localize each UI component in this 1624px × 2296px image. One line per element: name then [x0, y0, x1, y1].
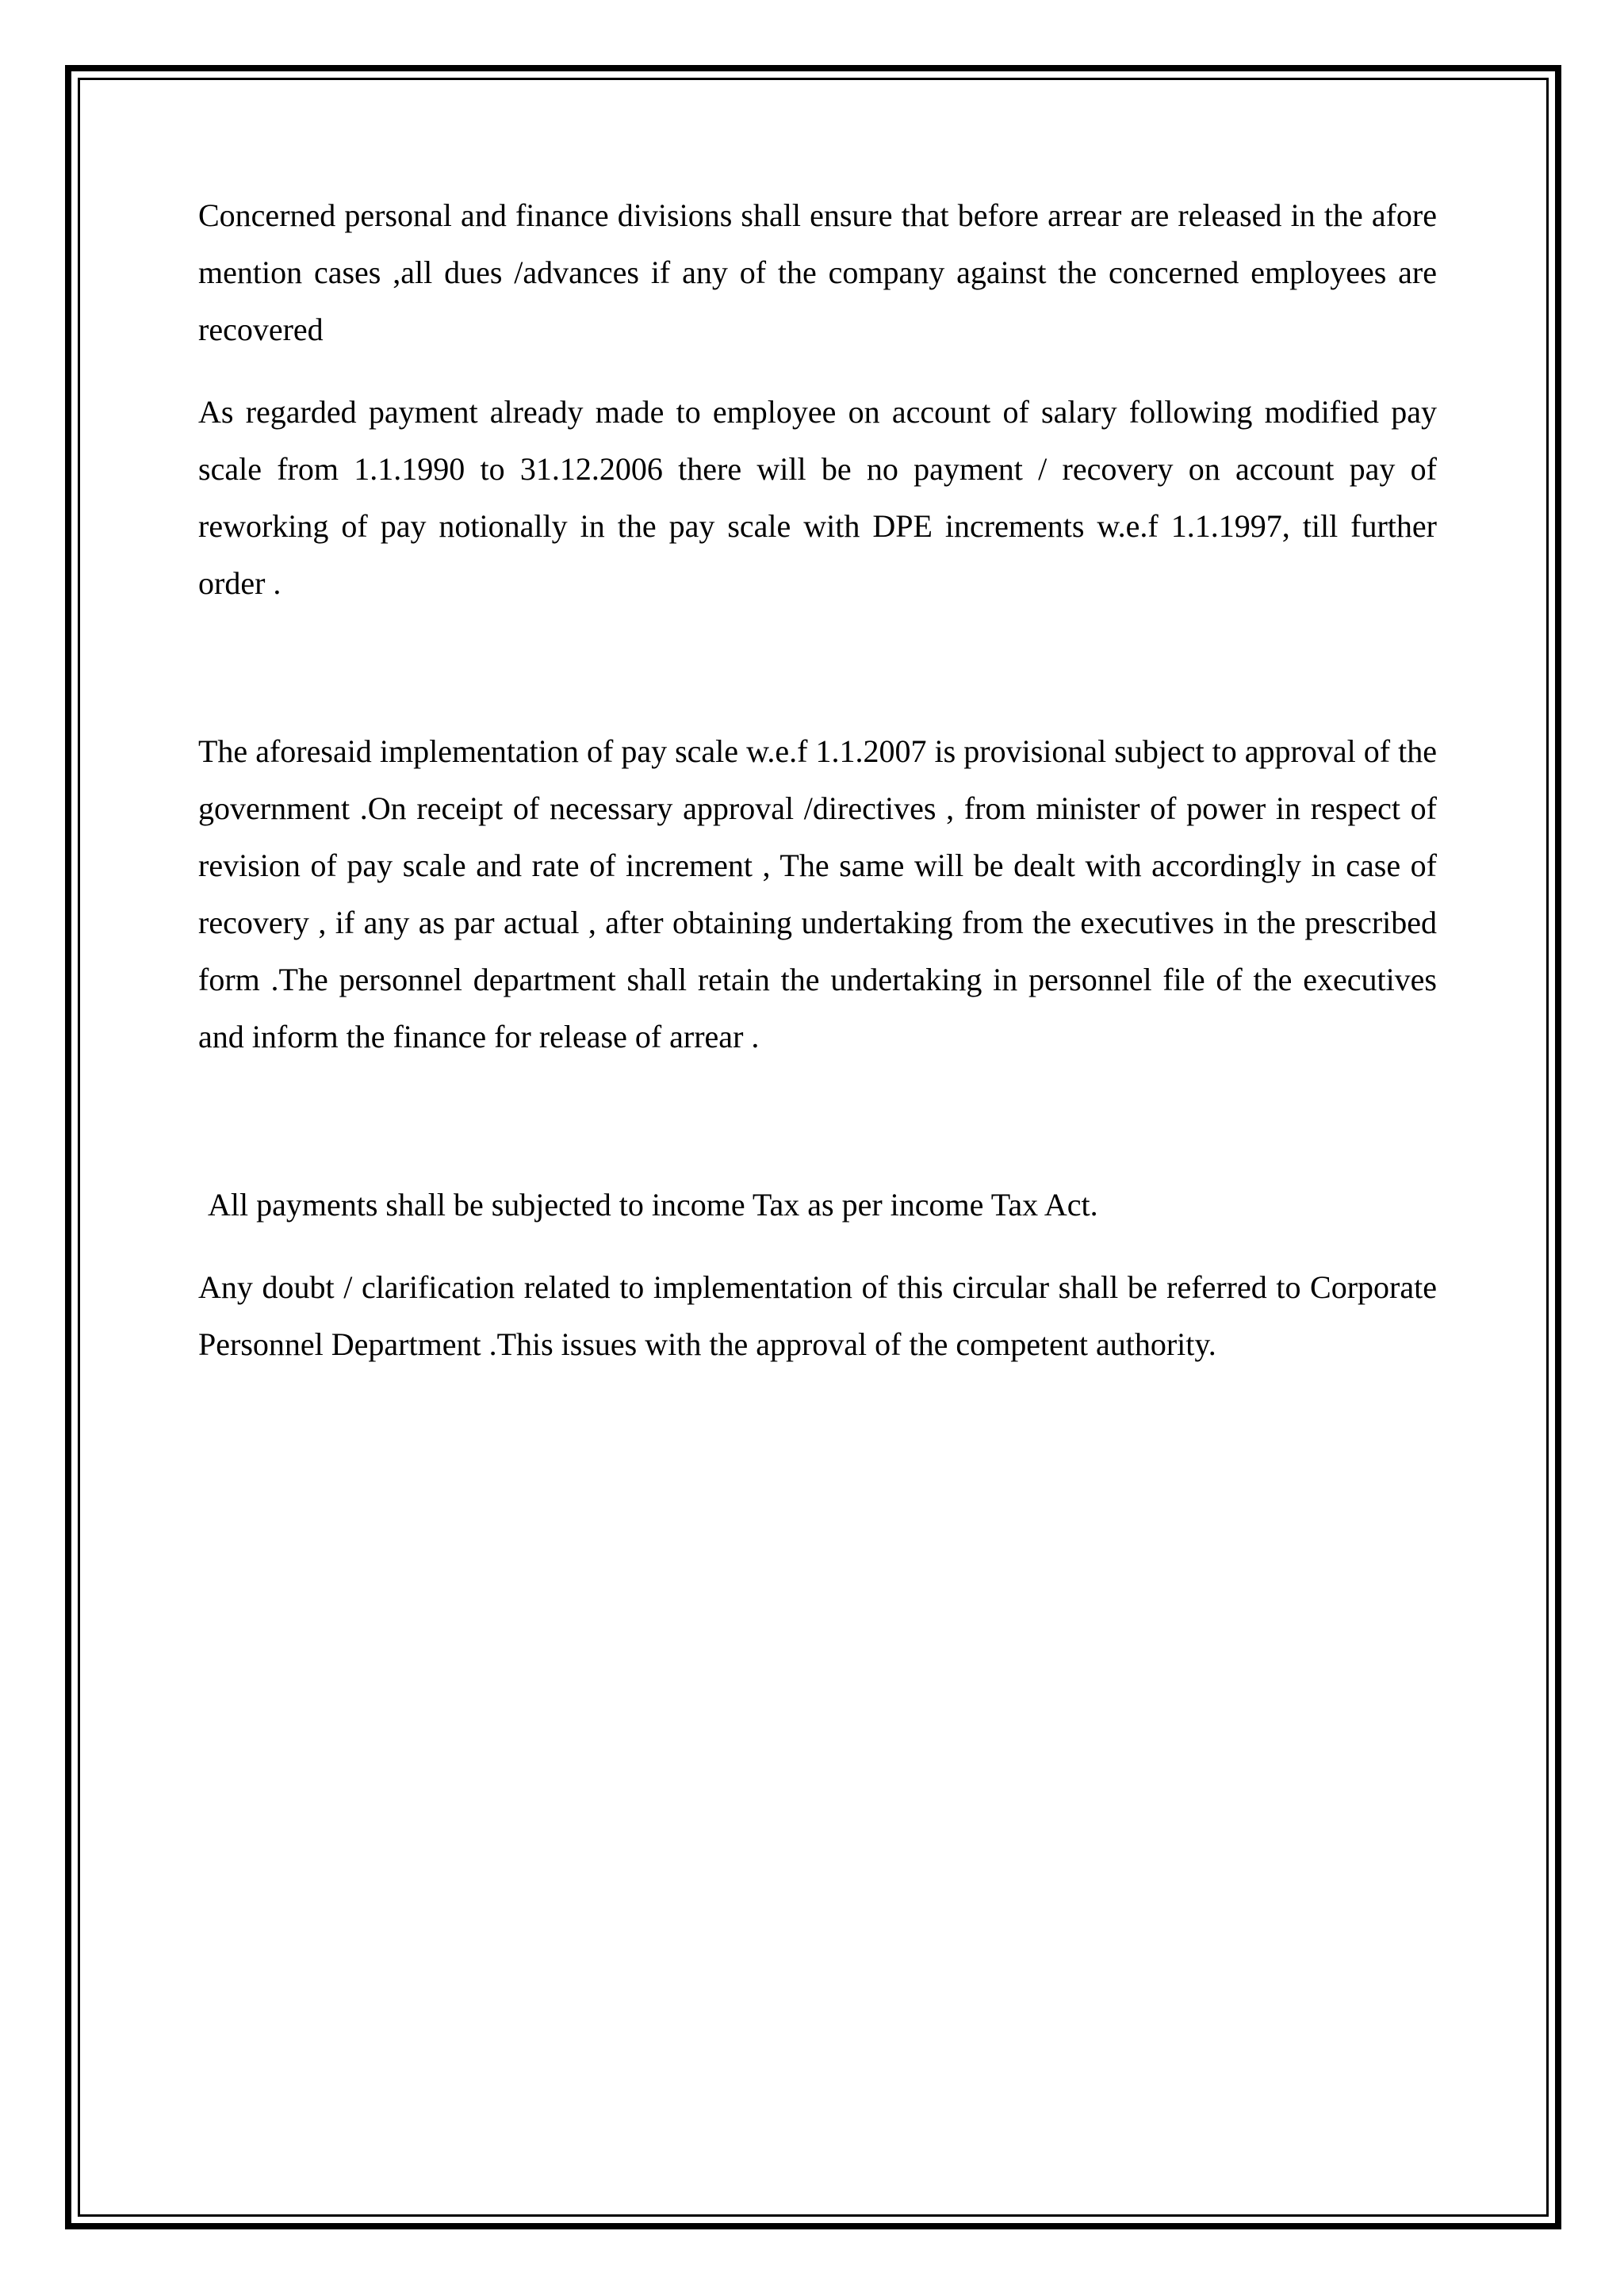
paragraph-provisional-implementation: The aforesaid implementation of pay scale w.e.f 1.1.2007 is provisional subject to approval of the government .On receipt of necessary approval /directives , from minister of power in respect of revision of pay scale and rate of increment , The same will be dealt with accordingly in case of recovery , if any as par actual , after obtaining undertaking from the executives in the prescribed form .The personnel department shall retain the undertaking in personnel file of the executives and inform the finance for release of arrear .: [198, 733, 1437, 1054]
paragraph-payment-already-made: As regarded payment already made to employee on account of salary following modified pay scale from 1.1.1990 to 31.12.2006 there will be no payment / recovery on account pay of reworking of pay notionally in the pay scale with DPE increments w.e.f 1.1.1997, till further order .: [198, 394, 1437, 601]
document-body: [198, 187, 1437, 1373]
paragraph-income-tax: All payments shall be subjected to income Tax as per income Tax Act.: [208, 1187, 1098, 1223]
paragraph-arrear-recovery: Concerned personal and finance divisions shall ensure that before arrear are released in the afore mention cases ,all dues /advances if any of the company against the concerned employees are recovered: [198, 197, 1437, 347]
paragraph-clarification: Any doubt / clarification related to implementation of this circular shall be referred to Corporate Personnel Department .This issues with the approval of the competent authority.: [198, 1269, 1437, 1362]
